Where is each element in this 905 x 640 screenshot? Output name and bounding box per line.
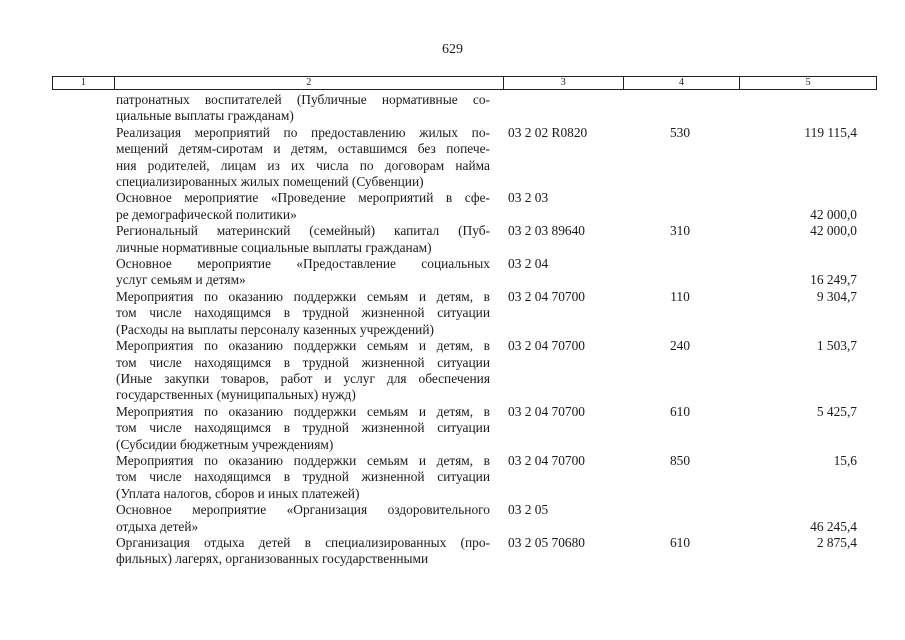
row-description — [116, 453, 490, 502]
row-expense-type: 240 — [669, 338, 691, 354]
description-line: циальные выплаты гражданам) — [116, 108, 294, 124]
description-line: Мероприятия по оказанию поддержки семьям и детям, в — [116, 403, 490, 419]
description-line: (Иные закупки товаров, работ и услуг для обеспечения — [116, 370, 490, 386]
row-amount: 16 249,7 — [810, 272, 857, 288]
description-line: том числе находящимся в трудной жизненной ситуации — [116, 469, 490, 485]
row-expense-type: 110 — [670, 288, 690, 304]
description-line: личные нормативные социальные выплаты гражданам) — [116, 239, 432, 255]
table-body — [0, 92, 905, 568]
description-line: том числе находящимся в трудной жизненной ситуации — [116, 305, 490, 321]
row-code: 03 2 03 89640 — [508, 223, 585, 239]
row-code: 03 2 03 — [508, 190, 549, 206]
description-line: Мероприятия по оказанию поддержки семьям и детям, в — [116, 452, 490, 468]
row-code: 03 2 04 70700 — [508, 452, 585, 468]
description-line: ре демографической политики» — [116, 206, 297, 222]
description-line: (Расходы на выплаты персоналу казенных учреждений) — [116, 321, 434, 337]
table-row — [0, 404, 905, 453]
row-code: 03 2 04 70700 — [508, 288, 585, 304]
row-expense-type: 610 — [669, 534, 691, 550]
header-col-1: 1 — [53, 77, 115, 89]
row-description — [116, 404, 490, 453]
table-row — [0, 338, 905, 404]
row-amount: 5 425,7 — [816, 403, 857, 419]
table-row — [0, 289, 905, 338]
description-line: Основное мероприятие «Предоставление социальных — [116, 256, 490, 272]
row-description — [116, 125, 490, 191]
description-line: отдыха детей» — [116, 518, 199, 534]
row-code: 03 2 02 R0820 — [508, 124, 588, 140]
row-amount: 9 304,7 — [816, 288, 857, 304]
row-expense-type: 310 — [669, 223, 691, 239]
description-line: патронатных воспитателей (Публичные нормативные со- — [116, 92, 490, 107]
row-amount: 1 503,7 — [816, 338, 857, 354]
row-code: 03 2 04 — [508, 256, 549, 272]
header-col-4: 4 — [624, 77, 741, 89]
description-line: Мероприятия по оказанию поддержки семьям и детям, в — [116, 288, 490, 304]
row-amount: 42 000,0 — [810, 206, 857, 222]
description-line: (Субсидии бюджетным учреждениям) — [116, 436, 334, 452]
page-number: 629 — [442, 42, 463, 57]
description-line: специализированных жилых помещений (Субвенции) — [116, 174, 424, 190]
description-line: (Уплата налогов, сборов и иных платежей) — [116, 485, 360, 501]
row-description — [116, 338, 490, 404]
row-code: 03 2 05 70680 — [508, 534, 585, 550]
row-code: 03 2 05 — [508, 502, 549, 518]
row-description — [116, 223, 490, 256]
table-row — [0, 223, 905, 256]
table-row — [0, 535, 905, 568]
description-line: Реализация мероприятий по предоставлению жилых по- — [116, 124, 490, 140]
row-description — [116, 502, 490, 535]
row-expense-type: 610 — [669, 403, 691, 419]
description-line: ния родителей, лицам из их числа по договорам найма — [116, 157, 490, 173]
description-line: Организация отдыха детей в специализированных (про- — [116, 534, 490, 550]
header-col-5: 5 — [805, 77, 811, 88]
row-amount: 119 115,4 — [804, 124, 857, 140]
description-line: мещений детям-сиротам и детям, оставшимся без попече- — [116, 141, 490, 157]
row-description — [116, 289, 490, 338]
row-description — [116, 190, 490, 223]
description-line: Мероприятия по оказанию поддержки семьям и детям, в — [116, 338, 490, 354]
table-row — [0, 453, 905, 502]
row-description — [116, 256, 490, 289]
row-expense-type: 850 — [669, 452, 691, 468]
header-col-2: 2 — [115, 77, 504, 89]
description-line: том числе находящимся в трудной жизненной ситуации — [116, 420, 490, 436]
table-row — [0, 92, 905, 125]
header-col-3: 3 — [504, 77, 624, 89]
table-row — [0, 256, 905, 289]
row-description — [116, 535, 490, 568]
description-line: фильных) лагерях, организованных государственными — [116, 551, 429, 567]
row-amount: 46 245,4 — [810, 518, 857, 534]
row-code: 03 2 04 70700 — [508, 338, 585, 354]
description-line: услуг семьям и детям» — [116, 272, 246, 288]
row-amount: 15,6 — [833, 452, 857, 468]
table-header — [52, 76, 877, 90]
row-code: 03 2 04 70700 — [508, 403, 585, 419]
row-amount: 42 000,0 — [810, 223, 857, 239]
row-amount: 2 875,4 — [816, 534, 857, 550]
description-line: Основное мероприятие «Проведение мероприятий в сфе- — [116, 190, 490, 206]
description-line: Региональный материнский (семейный) капитал (Пуб- — [116, 223, 490, 239]
description-line: Основное мероприятие «Организация оздоровительного — [116, 502, 490, 518]
table-row — [0, 502, 905, 535]
table-row — [0, 190, 905, 223]
description-line: том числе находящимся в трудной жизненной ситуации — [116, 354, 490, 370]
row-description — [116, 92, 490, 125]
row-expense-type: 530 — [669, 124, 691, 140]
description-line: государственных (муниципальных) нужд) — [116, 387, 356, 403]
table-row — [0, 125, 905, 191]
